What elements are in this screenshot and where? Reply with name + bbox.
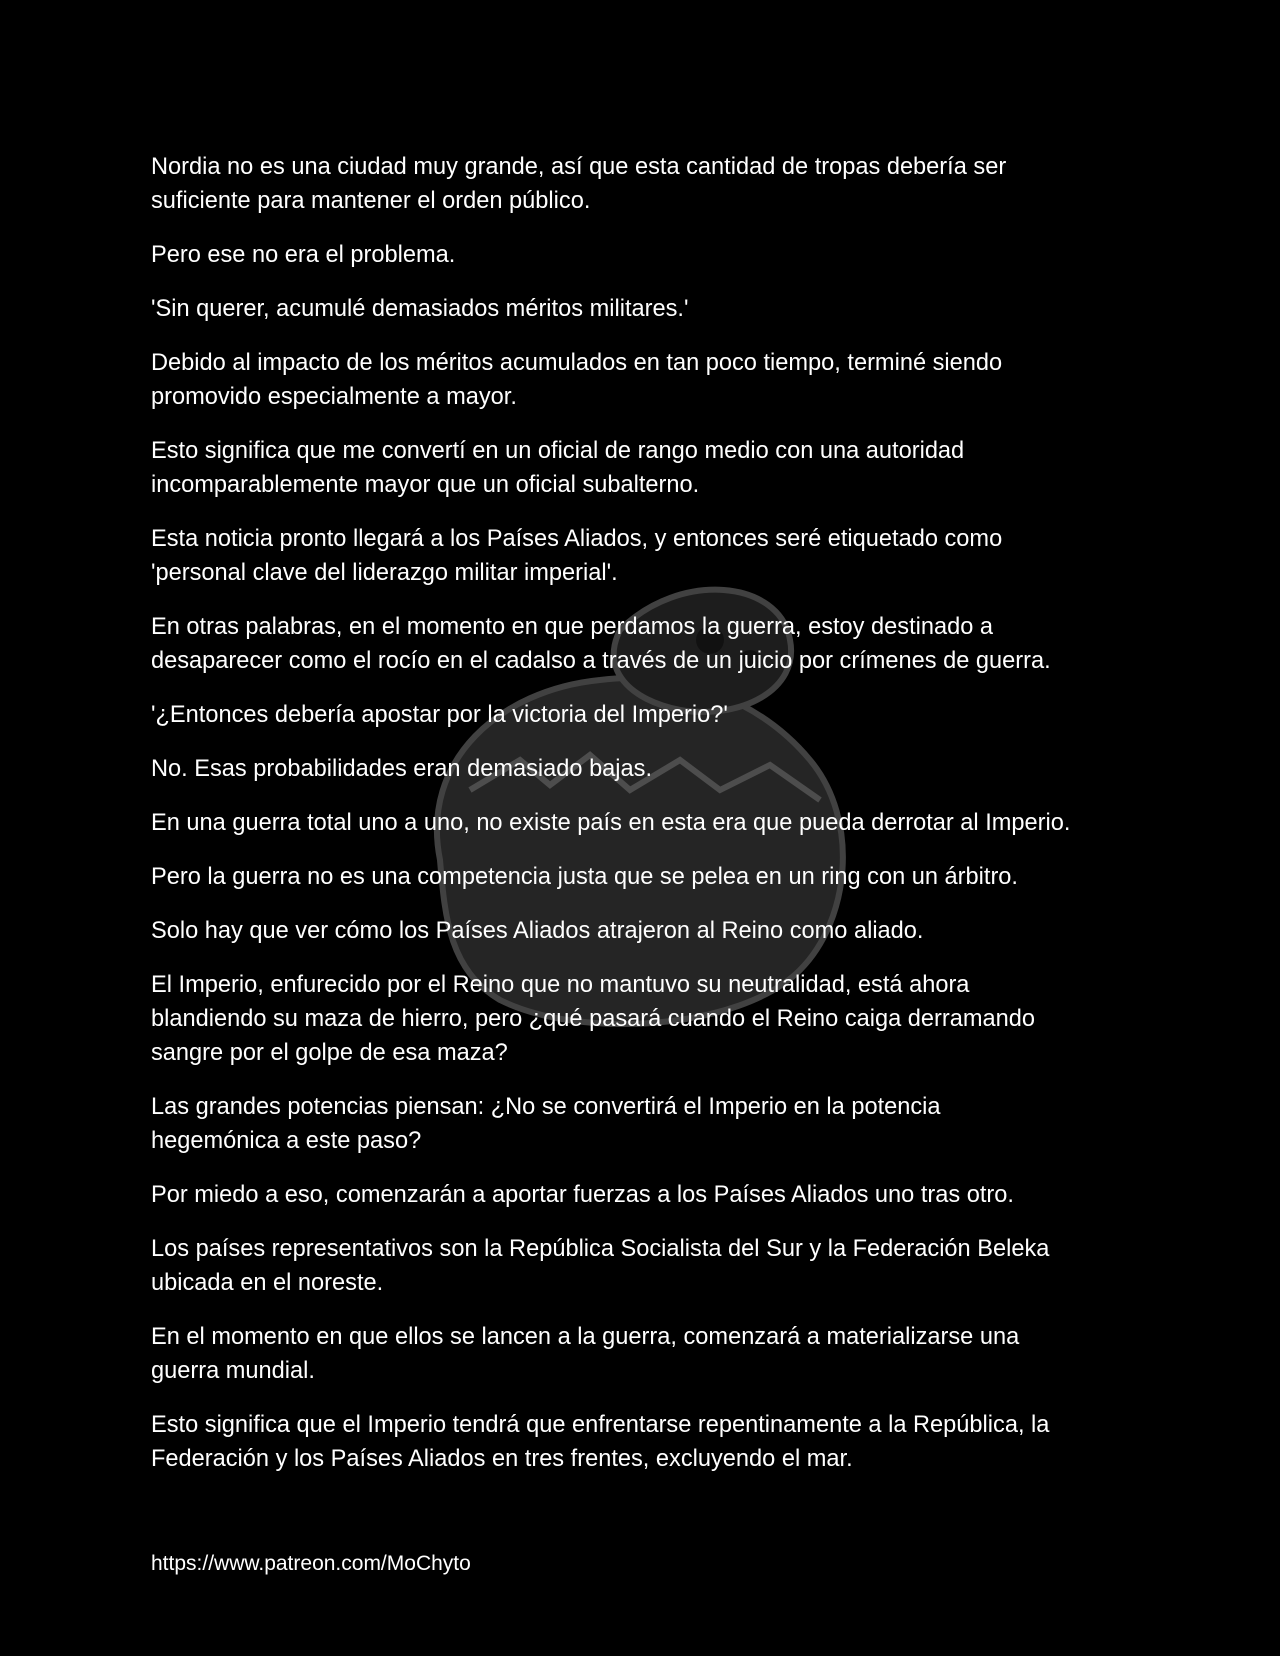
paragraph-line: Pero ese no era el problema. <box>151 242 456 268</box>
paragraph-line: incomparablemente mayor que un oficial subalterno. <box>151 472 700 498</box>
paragraph <box>151 1408 1151 1476</box>
paragraph <box>151 610 1151 678</box>
paragraph <box>151 1090 1151 1158</box>
paragraph <box>151 860 1151 894</box>
paragraph <box>151 698 1151 732</box>
paragraph <box>151 1178 1151 1212</box>
paragraph-line: En el momento en que ellos se lancen a la guerra, comenzará a materializarse una <box>151 1324 1020 1350</box>
paragraph-line: Federación y los Países Aliados en tres frentes, excluyendo el mar. <box>151 1446 853 1472</box>
paragraph <box>151 1232 1151 1300</box>
paragraph-line: '¿Entonces debería apostar por la victoria del Imperio?' <box>151 702 728 728</box>
paragraph <box>151 914 1151 948</box>
paragraph-line: Por miedo a eso, comenzarán a aportar fuerzas a los Países Aliados uno tras otro. <box>151 1182 1014 1208</box>
paragraph-line: desaparecer como el rocío en el cadalso a través de un juicio por crímenes de guerra. <box>151 648 1051 674</box>
paragraph-line: Los países representativos son la República Socialista del Sur y la Federación Beleka <box>151 1236 1050 1262</box>
paragraph-line: suficiente para mantener el orden público. <box>151 188 591 214</box>
paragraph-line: 'personal clave del liderazgo militar imperial'. <box>151 560 618 586</box>
paragraph-line: El Imperio, enfurecido por el Reino que no mantuvo su neutralidad, está ahora <box>151 972 970 998</box>
paragraph <box>151 238 1151 272</box>
paragraph <box>151 1320 1151 1388</box>
paragraph-line: guerra mundial. <box>151 1358 315 1384</box>
paragraph-line: Esto significa que me convertí en un oficial de rango medio con una autoridad <box>151 438 965 464</box>
paragraph-line: En otras palabras, en el momento en que perdamos la guerra, estoy destinado a <box>151 614 994 640</box>
paragraph <box>151 346 1151 414</box>
paragraph-line: Pero la guerra no es una competencia justa que se pelea en un ring con un árbitro. <box>151 864 1018 890</box>
paragraph-line: ubicada en el noreste. <box>151 1270 384 1296</box>
paragraph-line: En una guerra total uno a uno, no existe país en esta era que pueda derrotar al Imperio. <box>151 810 1071 836</box>
chapter-text <box>151 150 1151 1496</box>
paragraph-line: sangre por el golpe de esa maza? <box>151 1040 508 1066</box>
paragraph <box>151 806 1151 840</box>
paragraph <box>151 292 1151 326</box>
paragraph-line: Las grandes potencias piensan: ¿No se convertirá el Imperio en la potencia <box>151 1094 941 1120</box>
paragraph <box>151 434 1151 502</box>
paragraph <box>151 150 1151 218</box>
paragraph-line: No. Esas probabilidades eran demasiado bajas. <box>151 756 653 782</box>
paragraph-line: Esto significa que el Imperio tendrá que enfrentarse repentinamente a la República, la <box>151 1412 1050 1438</box>
paragraph-line: Debido al impacto de los méritos acumulados en tan poco tiempo, terminé siendo <box>151 350 1003 376</box>
paragraph-line: hegemónica a este paso? <box>151 1128 422 1154</box>
paragraph-line: promovido especialmente a mayor. <box>151 384 517 410</box>
paragraph-line: Esta noticia pronto llegará a los Países Aliados, y entonces seré etiquetado como <box>151 526 1003 552</box>
paragraph <box>151 522 1151 590</box>
paragraph <box>151 752 1151 786</box>
paragraph <box>151 968 1151 1070</box>
paragraph-line: 'Sin querer, acumulé demasiados méritos militares.' <box>151 296 689 322</box>
paragraph-line: blandiendo su maza de hierro, pero ¿qué pasará cuando el Reino caiga derramando <box>151 1006 1036 1032</box>
paragraph-line: Nordia no es una ciudad muy grande, así que esta cantidad de tropas debería ser <box>151 154 1007 180</box>
patreon-link[interactable]: https://www.patreon.com/MoChyto <box>151 1552 471 1575</box>
paragraph-line: Solo hay que ver cómo los Países Aliados atrajeron al Reino como aliado. <box>151 918 924 944</box>
